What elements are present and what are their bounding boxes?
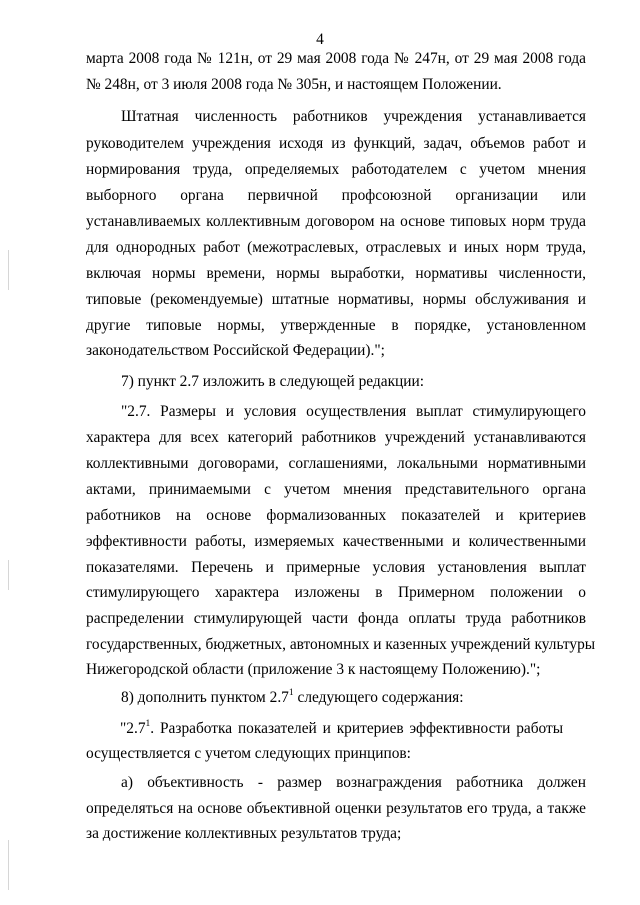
text-line: руководителем учреждения исходя из функций, задач, объемов работ и	[86, 135, 586, 152]
item-heading-start: 8) дополнить пунктом 2.7	[121, 689, 289, 706]
text-line: за достижение коллективных результатов труда;	[86, 825, 402, 842]
text-line: марта 2008 года № 121н, от 29 мая 2008 года № 247н, от 29 мая 2008 года	[86, 50, 586, 67]
text-line: для однородных работ (межотраслевых, отраслевых и иных норм труда,	[86, 239, 586, 256]
text-line: выборного органа первичной профсоюзной организации или	[86, 187, 586, 204]
text-line: типовые (рекомендуемые) штатные нормативы, нормы обслуживания и	[86, 291, 586, 308]
text-line: актами, принимаемыми с учетом мнения представительного органа	[86, 481, 586, 498]
clause-text: . Разработка показателей и критериев эффективности работы	[150, 720, 564, 737]
text-line: включая нормы времени, нормы выработки, нормативы численности,	[86, 265, 586, 282]
item-heading	[121, 687, 586, 709]
text-line: эффективности работы, измеряемых качественными и количественными	[86, 533, 586, 550]
text-line: показателями. Перечень и примерные условия установления выплат	[86, 559, 586, 576]
text-line: Нижегородской области (приложение 3 к настоящему Положению).";	[86, 661, 541, 678]
text-line: стимулирующего характера изложены в Примерном положении о	[86, 584, 586, 601]
paragraph-first-line: Штатная численность работников учреждения устанавливается	[121, 108, 586, 125]
scan-edge-mark	[8, 560, 9, 590]
superscript: 1	[145, 718, 151, 729]
paragraph-first-line	[120, 718, 586, 740]
text-line: коллективными договорами, соглашениями, локальными нормативными	[86, 455, 586, 472]
paragraph-first-line: а) объективность - размер вознаграждения работника должен	[121, 774, 586, 791]
paragraph-first-line: "2.7. Размеры и условия осуществления выплат стимулирующего	[121, 403, 586, 420]
text-line: определяться на основе объективной оценки результатов его труда, а также	[86, 800, 586, 817]
text-line: характера для всех категорий работников учреждений устанавливаются	[86, 429, 586, 446]
item-heading-end: следующего содержания:	[297, 689, 464, 706]
text-line: распределении стимулирующей части фонда оплаты труда работников	[86, 610, 586, 627]
scan-edge-mark	[8, 250, 9, 290]
text-line: государственных, бюджетных, автономных и казенных учреждений культуры	[86, 636, 596, 653]
page-number: 4	[316, 31, 324, 48]
superscript: 1	[288, 687, 294, 698]
text-line: работников на основе формализованных показателей и критериев	[86, 507, 586, 524]
item-heading: 7) пункт 2.7 изложить в следующей редакции:	[121, 373, 425, 390]
scan-edge-mark	[8, 840, 9, 890]
text-line: другие типовые нормы, утвержденные в порядке, установленном	[86, 317, 586, 334]
text-line: осуществляется с учетом следующих принципов:	[86, 745, 411, 762]
text-line: устанавливаемых коллективным договором на основе типовых норм труда	[86, 213, 586, 230]
text-line: законодательством Российской Федерации).";	[86, 342, 385, 359]
clause-number: "2.7	[120, 720, 146, 737]
text-line: нормирования труда, определяемых работодателем с учетом мнения	[86, 161, 586, 178]
text-line: № 248н, от 3 июля 2008 года № 305н, и настоящем Положении.	[86, 76, 502, 93]
